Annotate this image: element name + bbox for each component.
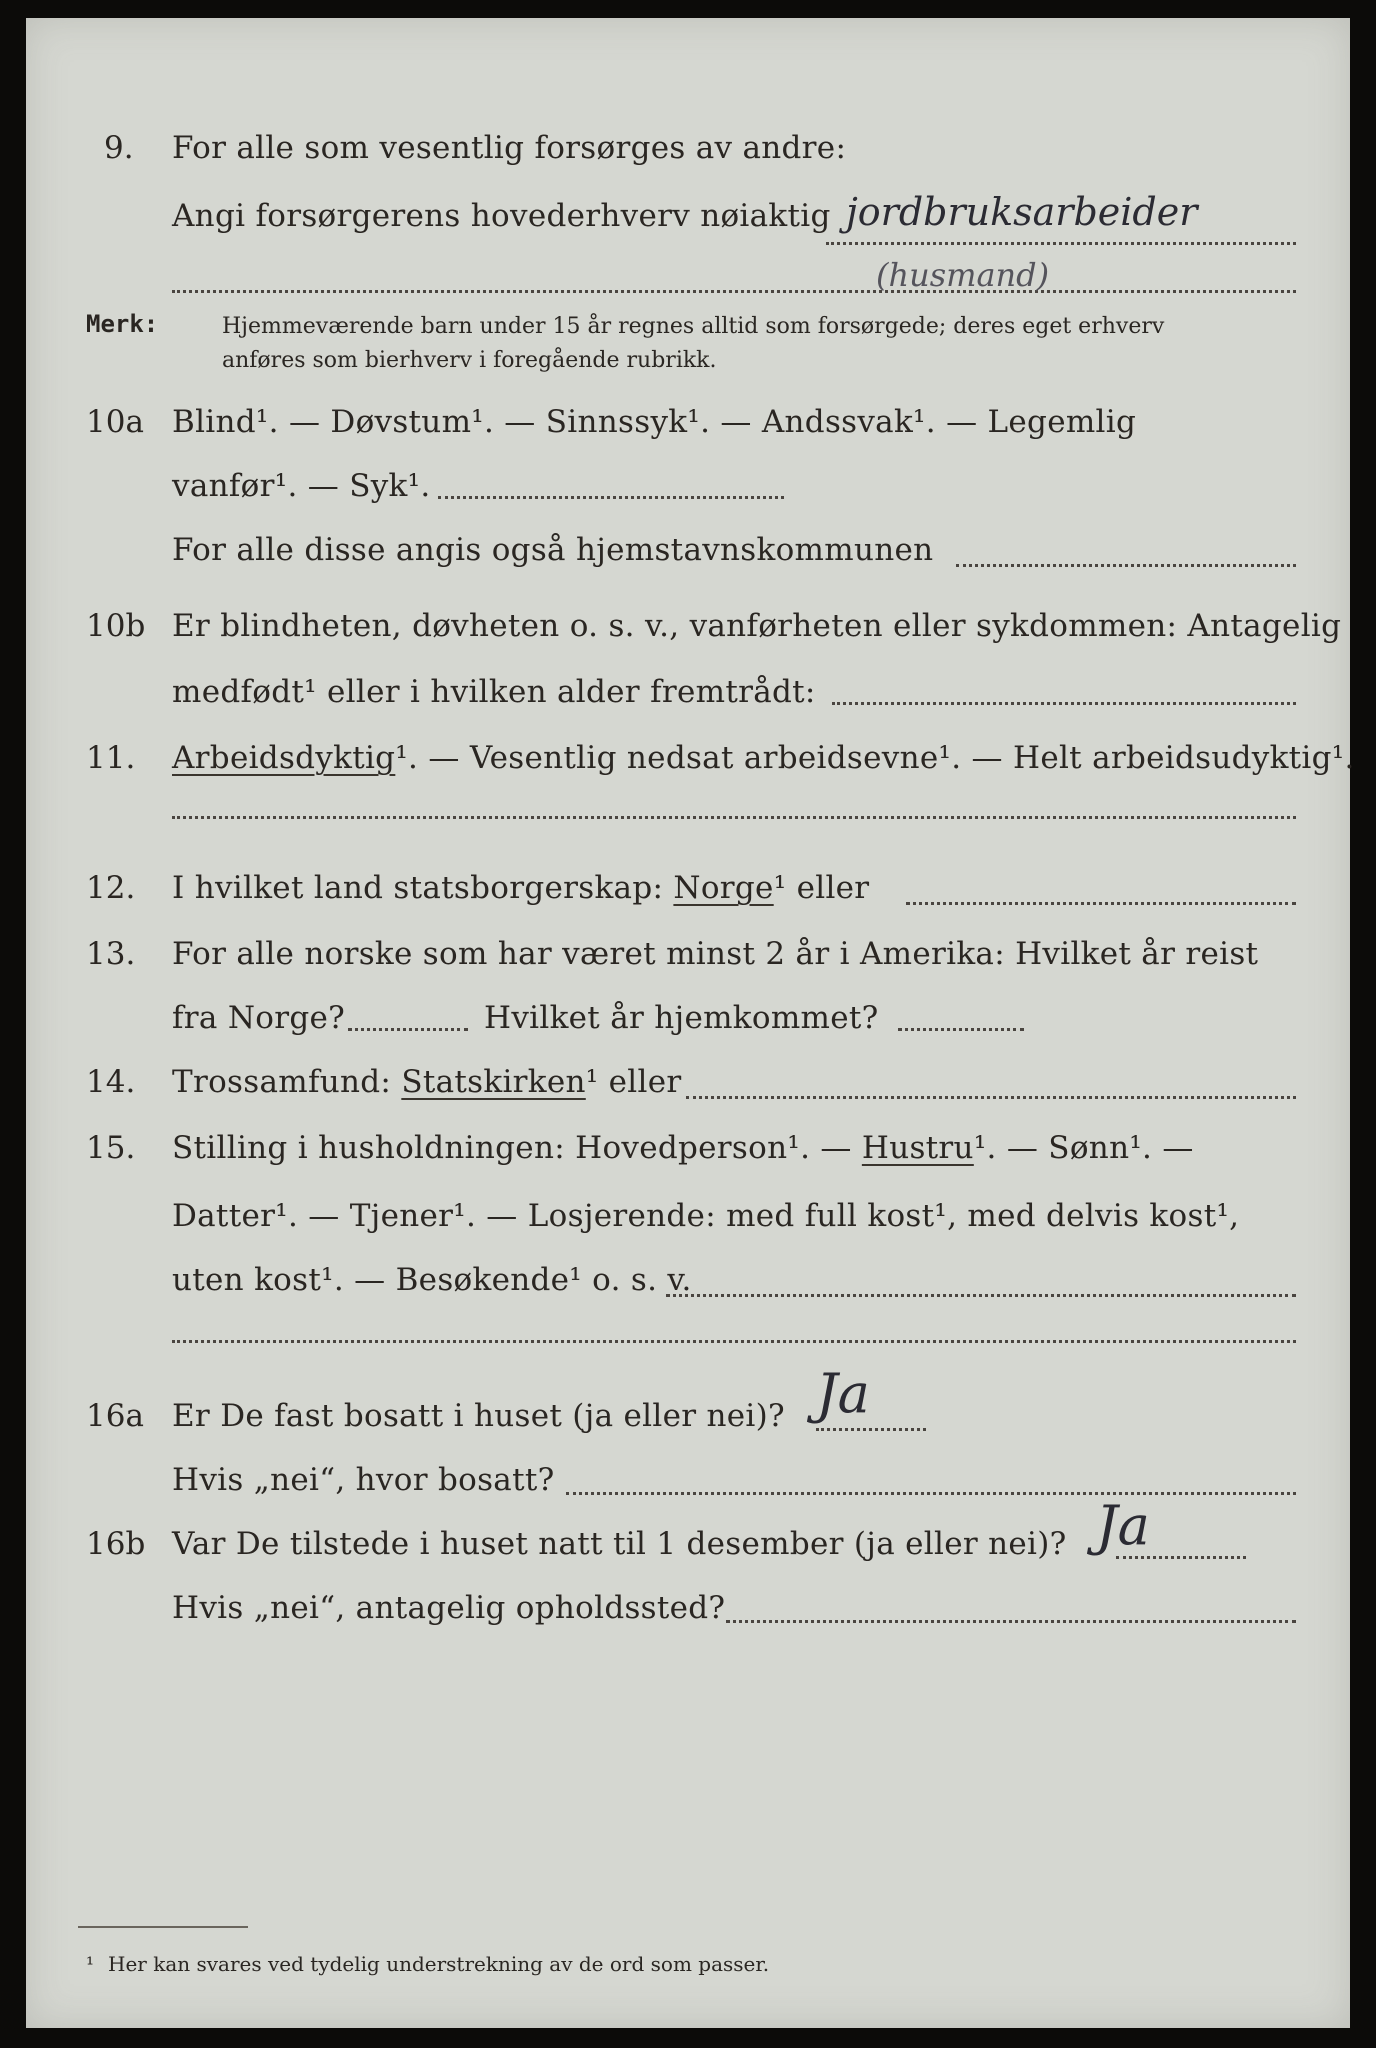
q15-line1a: Stilling i husholdningen: Hovedperson¹. — [172,1130,852,1166]
q9-line1: For alle som vesentlig forsørges av andre: [172,130,847,166]
q13-hjemkommet-line [898,1028,1024,1031]
q16b-opholdssted-line [726,1620,1296,1623]
q10a-line1: Blind¹. — Døvstum¹. — Sinnssyk¹. — Andssvak¹. — Legemlig [172,404,1137,440]
q9-handwritten-answer: jordbruksarbeider [846,190,1198,234]
q10a-number: 10a [86,404,144,440]
q14-text [172,1064,682,1100]
q16a-answer-line [816,1428,926,1431]
merk-label: Merk: [86,310,159,338]
q16a-line2: Hvis „nei“, hvor bosatt? [172,1462,555,1498]
q13-line2b: Hvilket år hjemkommet? [484,1000,879,1036]
q16a-line1: Er De fast bosatt i huset (ja eller nei)? [172,1398,785,1434]
q10b-number: 10b [86,608,146,644]
q12-text [172,870,869,906]
q15-line1b: ¹. — Sønn¹. — [973,1130,1194,1166]
q14-answer-line [686,1096,1296,1099]
q10a-line3: For alle disse angis også hjemstavnskommunen [172,532,934,568]
q11-rest: ¹. — Vesentlig nedsat arbeidsevne¹. — Helt arbeidsudyktig¹. [395,740,1355,776]
q12-underlined-answer: Norge [673,870,774,906]
q16a-number: 16a [86,1398,144,1434]
q12-answer-line [906,902,1296,905]
q16b-line1: Var De tilstede i huset natt til 1 desember (ja eller nei)? [172,1526,1067,1562]
q14-label: Trossamfund: [172,1064,392,1100]
q10b-line2: medfødt¹ eller i hvilken alder fremtrådt: [172,674,816,710]
q16b-handwritten-answer: Ja [1096,1494,1150,1557]
q16b-number: 16b [86,1526,146,1562]
q9-handwritten-note: (husmand) [876,256,1050,294]
q15-line2: Datter¹. — Tjener¹. — Losjerende: med full kost¹, med delvis kost¹, [172,1198,1240,1234]
q11-answer-line [172,816,1296,819]
q11-number: 11. [86,740,136,776]
q15-line3: uten kost¹. — Besøkende¹ o. s. v. [172,1262,692,1298]
q10a-syk-line [438,496,784,499]
census-form-page [26,18,1355,2028]
q13-reist-line [348,1028,468,1031]
footnote-rule [78,1926,248,1928]
q11-underlined-answer: Arbeidsdyktig [172,740,396,776]
q14-number: 14. [86,1064,136,1100]
footnote-text: Her kan svares ved tydelig understrekning av de ord som passer. [108,1952,770,1976]
q12-rest: ¹ eller [773,870,870,906]
q12-label: I hvilket land statsborgerskap: [172,870,664,906]
q10b-answer-line [832,702,1296,705]
q10b-line1: Er blindheten, døvheten o. s. v., vanførheten eller sykdommen: Antagelig [172,608,1342,644]
q14-underlined-answer: Statskirken [401,1064,586,1100]
q16a-bosatt-line [566,1492,1296,1495]
q15-answer-line-2 [172,1340,1296,1343]
merk-line1: Hjemmeværende barn under 15 år regnes alltid som forsørgede; deres eget erhverv [222,314,1165,339]
q13-line2a: fra Norge? [172,1000,346,1036]
q16b-line2: Hvis „nei“, antagelig opholdssted? [172,1590,726,1626]
footnote-marker: ¹ [86,1952,95,1976]
q9-line2: Angi forsørgerens hovederhverv nøiaktig [172,198,831,234]
q9-answer-line-2 [172,290,1296,293]
q15-underlined-answer: Hustru [861,1130,974,1166]
q14-rest: ¹ eller [585,1064,682,1100]
q16a-handwritten-answer: Ja [816,1362,870,1425]
q10a-line2: vanfør¹. — Syk¹. [172,468,431,504]
q16b-answer-line [1116,1556,1246,1559]
q9-answer-line [826,242,1296,245]
q13-number: 13. [86,936,136,972]
q15-line1 [172,1130,1194,1166]
q13-line1: For alle norske som har været minst 2 år i Amerika: Hvilket år reist [172,936,1259,972]
q12-number: 12. [86,870,136,906]
q15-answer-line [666,1294,1296,1297]
q9-number: 9. [104,130,134,166]
q15-number: 15. [86,1130,136,1166]
q10a-hjemstavn-line [956,564,1296,567]
q11-text [172,740,1355,776]
merk-line2: anføres som bierhverv i foregående rubrikk. [222,348,717,373]
